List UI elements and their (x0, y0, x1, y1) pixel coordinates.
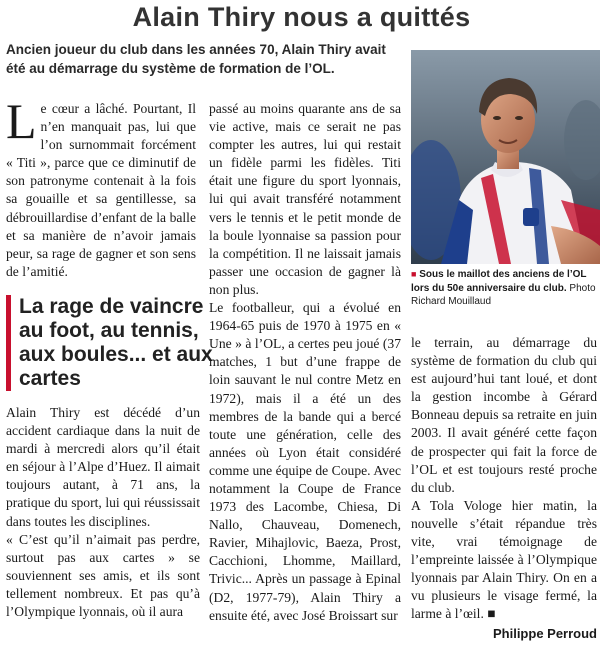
paragraph: Alain Thiry est décédé d’un accident cardiaque dans la nuit de mardi à mercredi alors qu’il était en séjour à l’Alpe d’Huez. Il aimait toujours autant, à 71 ans, la pratique du sport, lui qui réussissait dans toutes les disciplines. (6, 405, 200, 529)
caption-marker: ■ (411, 269, 417, 279)
dropcap: L (6, 93, 37, 149)
caption-text: Sous le maillot des anciens de l’OL lors du 50e anniversaire du club. (411, 269, 587, 294)
byline: Philippe Perroud (492, 626, 597, 641)
photo-caption (411, 268, 597, 309)
headline: Alain Thiry nous a quittés (132, 2, 471, 32)
article-column-1 (6, 404, 200, 621)
article-photo (411, 50, 600, 264)
photo-credit: Photo Richard Mouillaud (411, 282, 596, 307)
standfirst: Ancien joueur du club dans les années 70, Alain Thiry avait été au démarrage du système de formation de l’OL. (6, 42, 386, 76)
paragraph: Le footballeur, qui a évolué en 1964-65 puis de 1970 à 1975 en « Une » à l’OL, a certes peu joué (37 matches, 1 but d’une frappe de loin sauvant le nul contre Metz en 1972), mais il a été un des membres de la bande qui a bercé toute une génération, celle des années où Lyon était considéré comme une équipe de Coupe. Avec notamment la Coupe de France 1973 des Lacombe, Chiesa, Di Nallo, Chauveau, Domenech, Ravier, Mihajlovic, Baeza, Prost, Cacchioni, Lhomme, Maillard, Trivic... Après un passage à Epinal (D2, 1977-79), Alain Thiry a ensuite été, avec José Broissart sur (209, 300, 401, 623)
paragraph: passé au moins quarante ans de sa vie active, mais ce serait ne pas compter les autres, lui qui restait un fidèle parmi les fidèles. Titi était une figure du sport lyonnais, lui qui avait transféré notamment vers le tennis et le petit monde de la boule lyonnaise sa passion pour la compétition. Il ne laissait jamais passer une occasion de gagner là non plus. (209, 101, 401, 297)
paragraph: « C’est qu’il n’aimait pas perdre, surtout pas aux cartes » se souviennent ses amis, et ils sont tellement nombreux. Et pas qu’à l’Olympique lyonnais, où il aura (6, 531, 200, 620)
article-column-2 (209, 100, 401, 625)
intro-text: e cœur a lâché. Pourtant, Il n’en manquait pas, lui que l’on surnommait forcément « Titi », parce que ce diminutif de son patronyme contenait à la fois sa gouaille et sa gentillesse, sa débrouillardise d’enfant de la balle et sa manière de n’avoir jamais peur, sa rage de gagner et son sens de l’amitié. (6, 101, 196, 279)
subheading: La rage de vaincre au foot, au tennis, aux boules... et aux cartes (6, 295, 215, 391)
paragraph: A Tola Vologe hier matin, la nouvelle s’était répandue très vite, vrai témoignage de l’empreinte laissée à l’Olympique lyonnais par Alain Thiry. On en a vu plusieurs le visage fermé, la larme à l’œil. ■ (411, 497, 597, 622)
paragraph: le terrain, au démarrage du système de formation du club qui est aujourd’hui tant loué, et dont la gestion incombe à Gérard Bonneau depuis sa retraite en juin 2003. Il avait généré cette façon de prospecter qui fait la force de l’OL et est toujours resté proche du club. (411, 335, 597, 495)
article-column-3 (411, 334, 597, 624)
player-photo-illustration (411, 50, 600, 264)
article-intro (6, 93, 196, 281)
